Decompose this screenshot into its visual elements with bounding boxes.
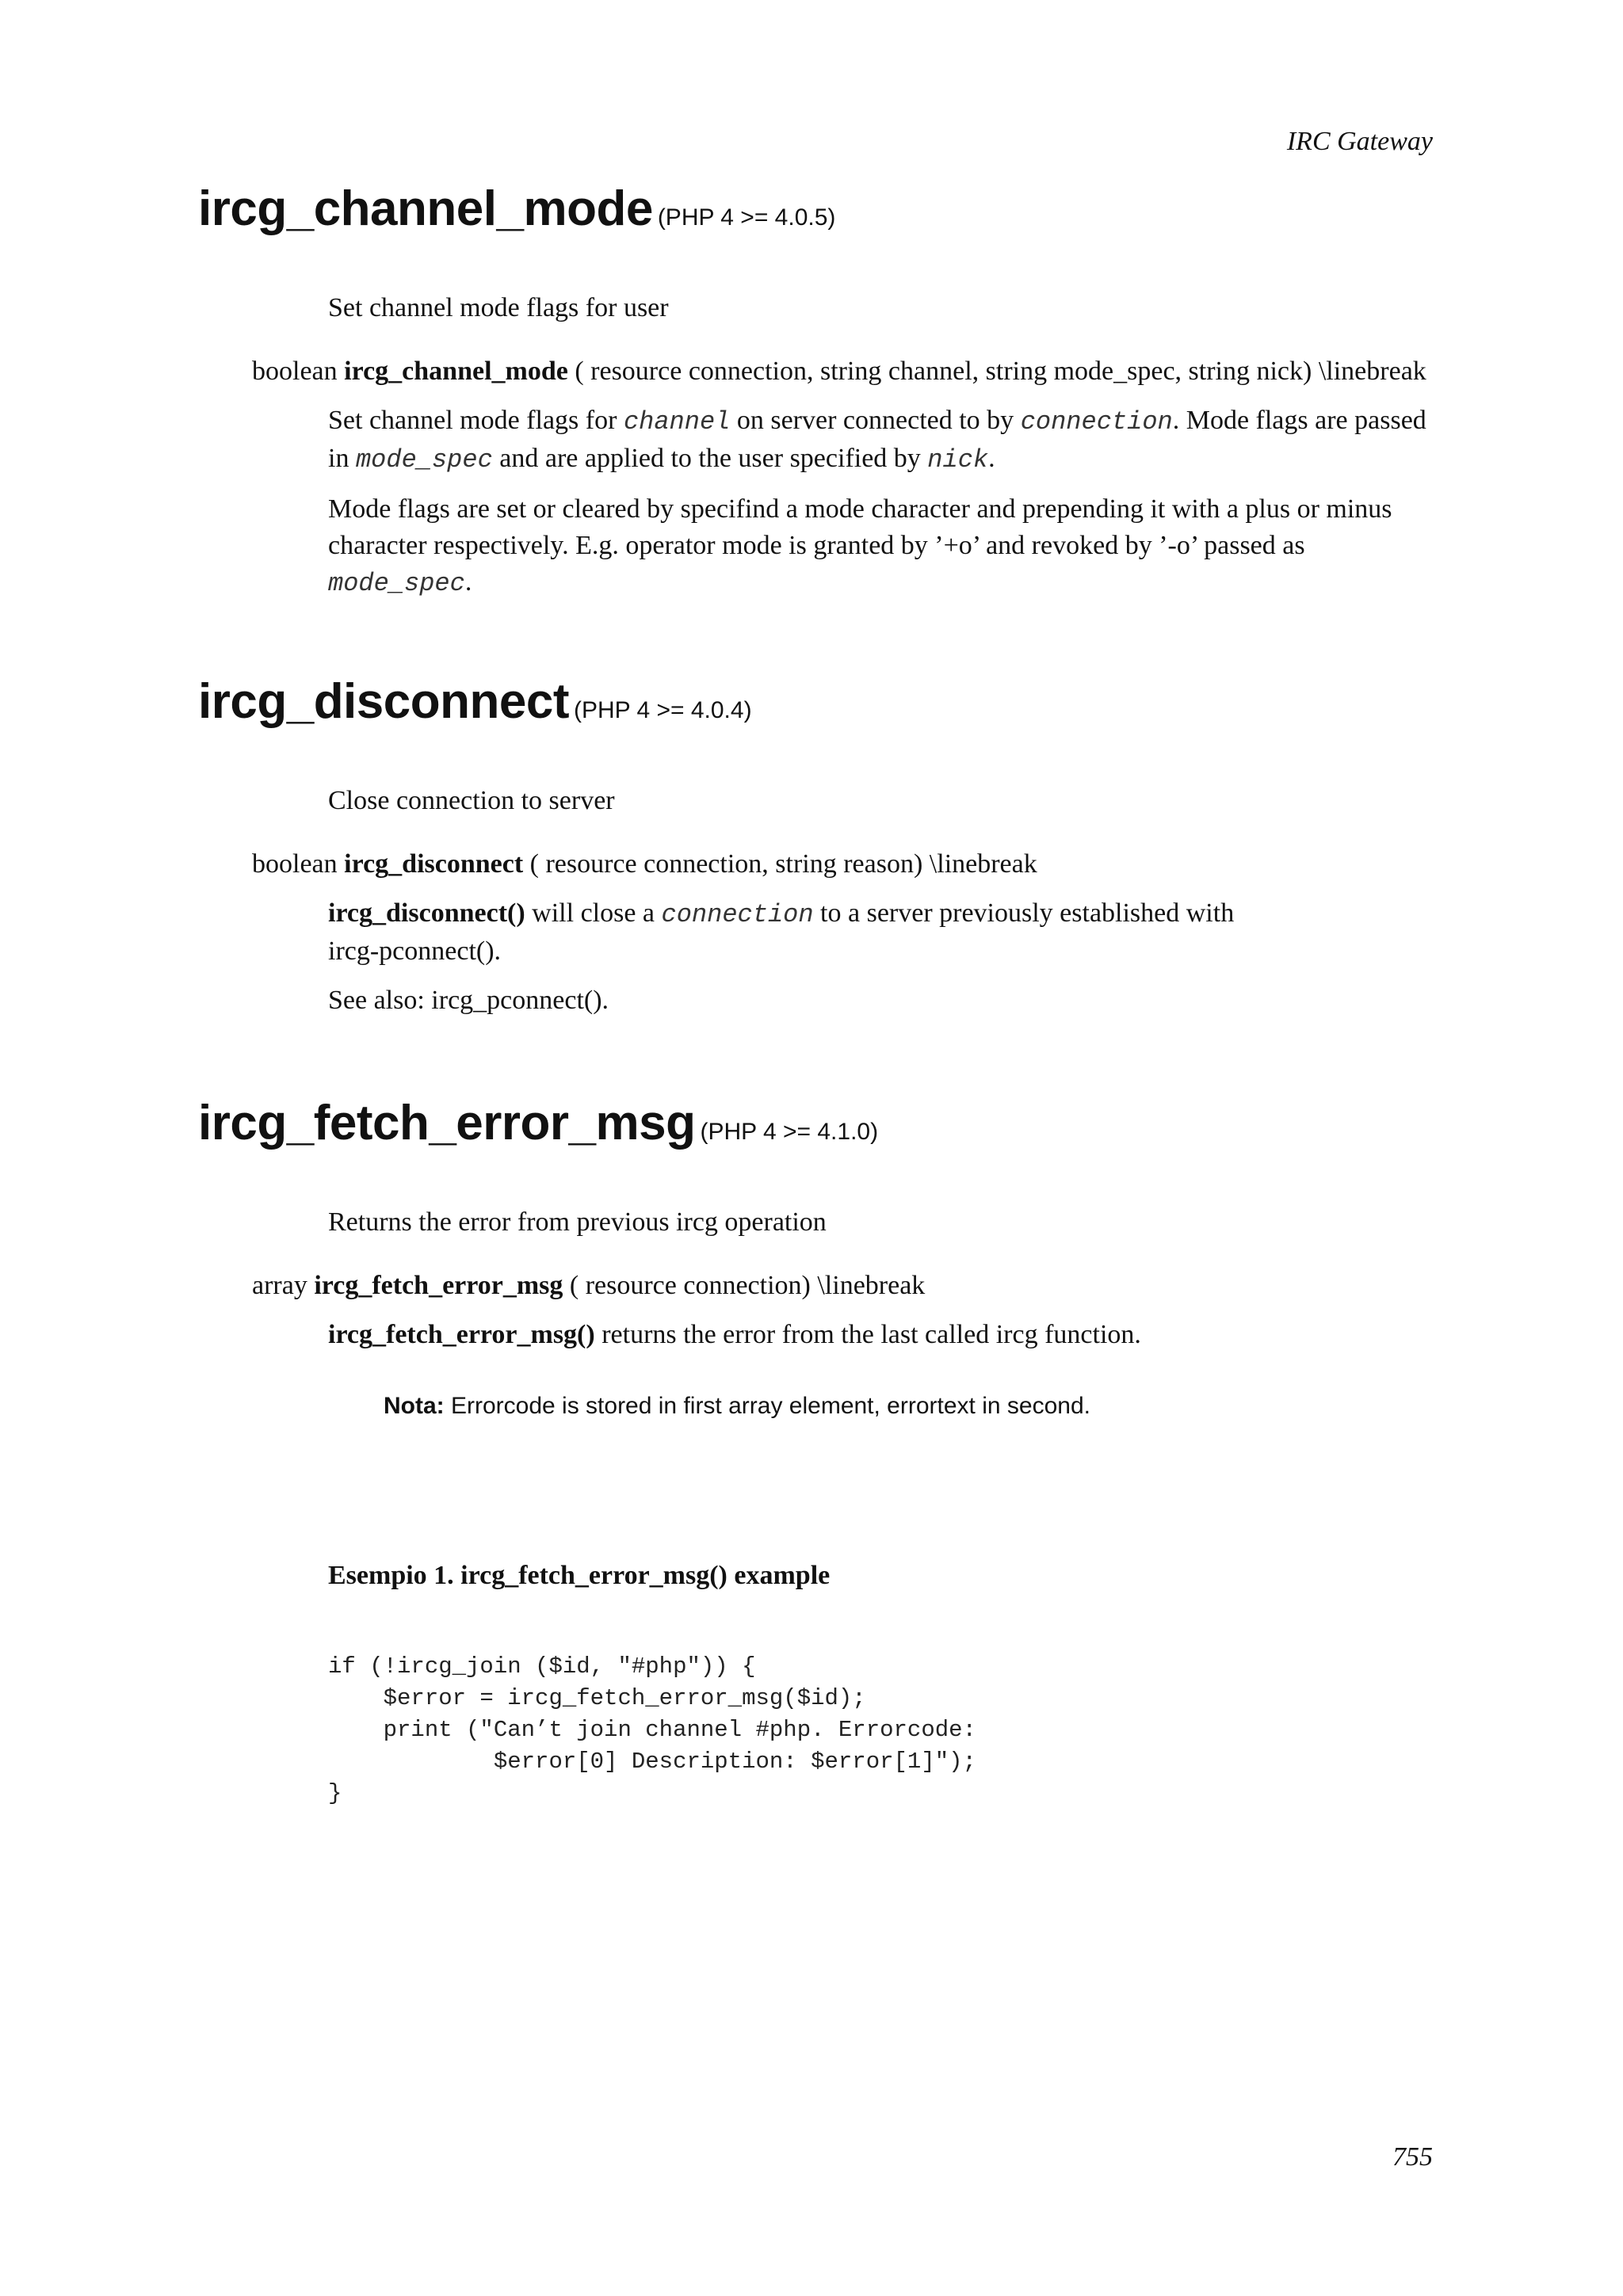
parameter-mode-spec: mode_spec bbox=[355, 445, 493, 475]
php-version: (PHP 4 >= 4.1.0) bbox=[700, 1119, 879, 1145]
refpurpose: Close connection to server bbox=[328, 786, 615, 815]
note-text: Errorcode is stored in first array element, errortext in second. bbox=[444, 1393, 1090, 1419]
return-type: boolean bbox=[252, 849, 338, 879]
parameter-nick: nick bbox=[927, 445, 989, 475]
refpurpose: Returns the error from previous ircg operation bbox=[328, 1207, 827, 1237]
function-reference: ircg_fetch_error_msg() bbox=[328, 1320, 595, 1349]
function-synopsis bbox=[252, 846, 1037, 883]
description-paragraph: ircg_disconnect() will close a connection to a server previously established with ircg-pconnect(). bbox=[328, 898, 1235, 966]
section-title-ircg-channel-mode bbox=[198, 181, 835, 237]
page-number: 755 bbox=[1392, 2142, 1433, 2172]
refpurpose: Set channel mode flags for user bbox=[328, 293, 669, 322]
description bbox=[328, 402, 1438, 615]
description-paragraph: ircg_fetch_error_msg() returns the error from the last called ircg function. bbox=[328, 1320, 1141, 1349]
description bbox=[328, 1317, 1438, 1366]
synopsis-params: ( resource connection, string reason) \linebreak bbox=[529, 849, 1037, 879]
function-synopsis bbox=[252, 353, 1426, 390]
synopsis-function-name: ircg_fetch_error_msg bbox=[314, 1271, 563, 1300]
function-name: ircg_channel_mode bbox=[198, 181, 653, 236]
note bbox=[384, 1393, 1090, 1420]
php-version: (PHP 4 >= 4.0.5) bbox=[657, 204, 836, 231]
function-name: ircg_disconnect bbox=[198, 674, 569, 729]
description-paragraph: Set channel mode flags for channel on server connected to by connection. Mode flags are passed in mode_spec and are applied to the user specified by nick. bbox=[328, 406, 1426, 475]
function-synopsis bbox=[252, 1268, 925, 1304]
synopsis-params: ( resource connection) \linebreak bbox=[569, 1271, 926, 1300]
synopsis-function-name: ircg_channel_mode bbox=[344, 357, 568, 386]
parameter-connection: connection bbox=[661, 900, 814, 929]
running-header: IRC Gateway bbox=[1286, 127, 1433, 156]
section-title-ircg-disconnect bbox=[198, 673, 752, 730]
synopsis-params: ( resource connection, string channel, string mode_spec, string nick) \linebreak bbox=[575, 357, 1426, 386]
code-example: if (!ircg_join ($id, "#php")) { $error = ircg_fetch_error_msg($id); print ("Can’t join channel #php. Errorcode: $error[0] Description: $error[1]"); } bbox=[328, 1653, 976, 1806]
parameter-channel: channel bbox=[623, 407, 731, 437]
function-name: ircg_fetch_error_msg bbox=[198, 1096, 696, 1150]
return-type: array bbox=[252, 1271, 307, 1300]
return-type: boolean bbox=[252, 357, 338, 386]
function-reference: ircg_disconnect() bbox=[328, 898, 525, 928]
parameter-connection: connection bbox=[1020, 407, 1173, 437]
php-version: (PHP 4 >= 4.0.4) bbox=[573, 697, 752, 723]
parameter-mode-spec: mode_spec bbox=[328, 569, 465, 598]
description-paragraph: Mode flags are set or cleared by specifind a mode character and prepending it with a plus or minus character respectively. E.g. operator mode is granted by ’+o’ and revoked by ’-o’ passed as mode_spec. bbox=[328, 494, 1392, 598]
example-title: Esempio 1. ircg_fetch_error_msg() example bbox=[328, 1561, 831, 1590]
note-label: Nota: bbox=[384, 1393, 445, 1419]
section-title-ircg-fetch-error-msg bbox=[198, 1095, 878, 1151]
see-also: See also: ircg_pconnect(). bbox=[328, 986, 609, 1015]
synopsis-function-name: ircg_disconnect bbox=[344, 849, 524, 879]
description bbox=[328, 895, 1279, 1032]
